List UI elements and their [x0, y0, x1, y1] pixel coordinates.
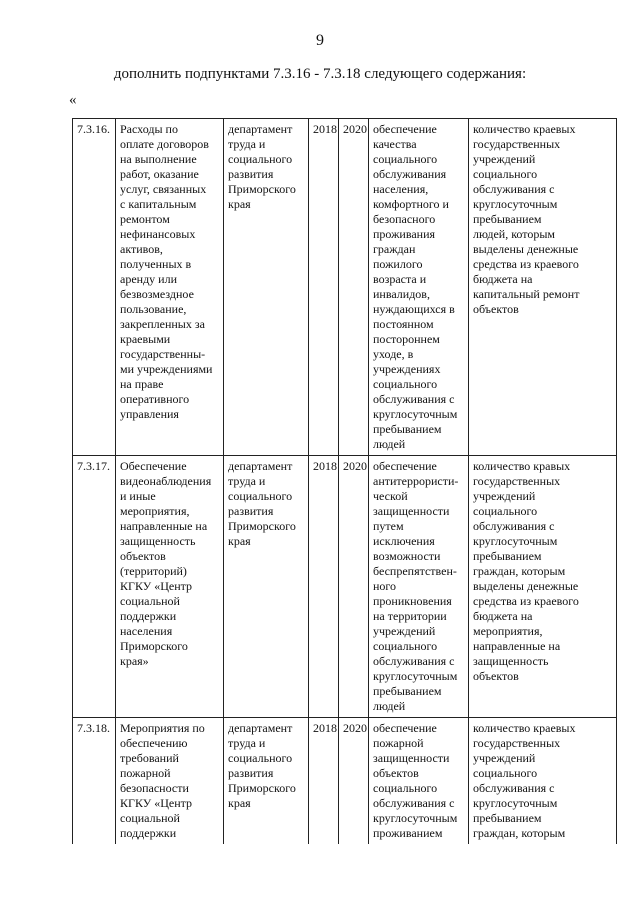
item-number: 7.3.17.	[73, 456, 116, 718]
opening-quote: «	[69, 92, 77, 108]
year-start-cell: 2018	[309, 456, 339, 718]
activity-cell: Мероприятия по обеспечению требований пожарной безопасности КГКУ «Центр социальной поддержки	[116, 718, 224, 845]
indicator-cell: количество краевых государственных учреждений социального обслуживания с круглосуточным пребыванием людей, которым выделены денежные средства из краевого бюджета на капитальный ремонт объектов	[469, 119, 617, 456]
indicator-cell: количество кравых государственных учреждений социального обслуживания с круглосуточным пребыванием граждан, которым выделены денежные средства из краевого бюджета на мероприятия, направленные на защищенность объектов	[469, 456, 617, 718]
executor-cell: департамент труда и социального развития Приморского края	[224, 119, 309, 456]
table-row	[73, 456, 617, 718]
year-start-cell: 2018	[309, 119, 339, 456]
table-row	[73, 119, 617, 456]
program-table	[72, 118, 617, 844]
goal-cell: обеспечение пожарной защищенности объектов социального обслуживания с круглосуточным проживанием	[369, 718, 469, 845]
executor-cell: департамент труда и социального развития Приморского края	[224, 456, 309, 718]
year-start-cell: 2018	[309, 718, 339, 845]
year-end-cell: 2020	[339, 119, 369, 456]
page-number: 9	[316, 32, 324, 49]
year-end-cell: 2020	[339, 718, 369, 845]
intro-text: дополнить подпунктами 7.3.16 - 7.3.18 следующего содержания:	[113, 66, 527, 82]
indicator-cell: количество краевых государственных учреждений социального обслуживания с круглосуточным пребыванием граждан, которым	[469, 718, 617, 845]
item-number: 7.3.16.	[73, 119, 116, 456]
activity-cell: Обеспечение видеонаблюдения и иные мероприятия, направленные на защищенность объектов (территорий) КГКУ «Центр социальной поддержки населения Приморского края»	[116, 456, 224, 718]
goal-cell: обеспечение антитеррористи- ческой защищенности путем исключения возможности беспрепятствен- ного проникновения на территории учреждений социального обслуживания с круглосуточным пребыванием людей	[369, 456, 469, 718]
executor-cell: департамент труда и социального развития Приморского края	[224, 718, 309, 845]
table-row	[73, 718, 617, 845]
goal-cell: обеспечение качества социального обслуживания населения, комфортного и безопасного проживания граждан пожилого возраста и инвалидов, нуждающихся в постоянном постороннем уходе, в учреждениях социального обслуживания с круглосуточным пребыванием людей	[369, 119, 469, 456]
activity-cell: Расходы по оплате договоров на выполнение работ, оказание услуг, связанных с капитальным ремонтом нефинансовых активов, полученных в аренду или безвозмездное пользование, закрепленных за краевыми государственны- ми учреждениями на праве оперативного управления	[116, 119, 224, 456]
year-end-cell: 2020	[339, 456, 369, 718]
item-number: 7.3.18.	[73, 718, 116, 845]
